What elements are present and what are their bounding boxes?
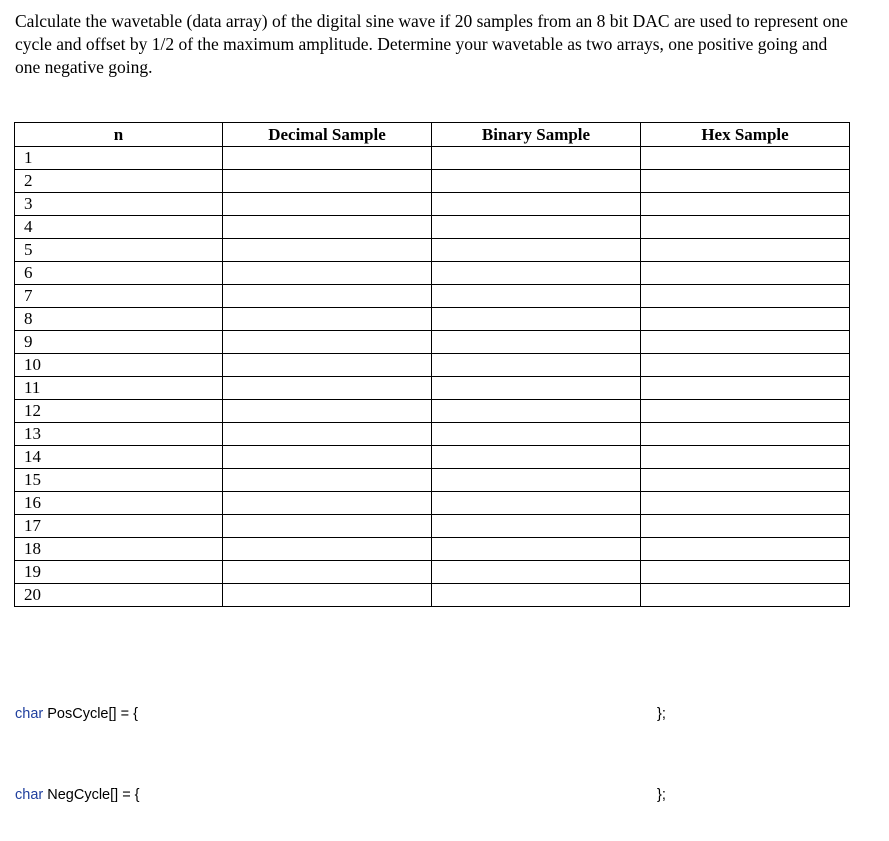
table-row [15,515,850,538]
n-cell: 8 [15,308,223,331]
binary-sample-cell[interactable] [432,239,641,262]
neg-cycle-declaration [15,787,140,803]
hex-sample-cell[interactable] [641,170,850,193]
n-cell: 12 [15,400,223,423]
decimal-sample-cell[interactable] [223,147,432,170]
decimal-sample-cell[interactable] [223,170,432,193]
table-row [15,469,850,492]
hex-sample-cell[interactable] [641,492,850,515]
hex-sample-cell[interactable] [641,377,850,400]
decimal-sample-cell[interactable] [223,515,432,538]
n-cell: 11 [15,377,223,400]
table-row [15,354,850,377]
n-cell: 19 [15,561,223,584]
hex-sample-cell[interactable] [641,446,850,469]
pos-cycle-declaration [15,706,138,722]
decimal-sample-cell[interactable] [223,285,432,308]
binary-sample-cell[interactable] [432,308,641,331]
binary-sample-cell[interactable] [432,515,641,538]
n-cell: 16 [15,492,223,515]
binary-sample-cell[interactable] [432,446,641,469]
table-row [15,561,850,584]
table-row [15,216,850,239]
n-cell: 3 [15,193,223,216]
hex-sample-cell[interactable] [641,239,850,262]
decimal-sample-cell[interactable] [223,239,432,262]
n-cell: 2 [15,170,223,193]
n-cell: 1 [15,147,223,170]
table-row [15,285,850,308]
neg-cycle-decl: NegCycle[] = { [43,787,140,803]
binary-sample-cell[interactable] [432,285,641,308]
n-cell: 13 [15,423,223,446]
decimal-sample-cell[interactable] [223,469,432,492]
binary-sample-cell[interactable] [432,538,641,561]
hex-sample-cell[interactable] [641,538,850,561]
decimal-sample-cell[interactable] [223,400,432,423]
n-cell: 18 [15,538,223,561]
n-cell: 15 [15,469,223,492]
binary-sample-cell[interactable] [432,469,641,492]
decimal-sample-cell[interactable] [223,193,432,216]
n-cell: 5 [15,239,223,262]
n-cell: 20 [15,584,223,607]
hex-sample-cell[interactable] [641,469,850,492]
binary-sample-cell[interactable] [432,331,641,354]
binary-sample-cell[interactable] [432,492,641,515]
decimal-sample-cell[interactable] [223,423,432,446]
table-row [15,331,850,354]
hex-sample-cell[interactable] [641,331,850,354]
n-cell: 6 [15,262,223,285]
wavetable [14,122,850,607]
decimal-sample-cell[interactable] [223,354,432,377]
decimal-sample-cell[interactable] [223,561,432,584]
hex-sample-cell[interactable] [641,262,850,285]
n-cell: 9 [15,331,223,354]
hex-sample-cell[interactable] [641,584,850,607]
table-row [15,446,850,469]
table-row [15,492,850,515]
table-row [15,423,850,446]
binary-sample-cell[interactable] [432,147,641,170]
binary-sample-cell[interactable] [432,423,641,446]
decimal-sample-cell[interactable] [223,446,432,469]
hex-sample-cell[interactable] [641,561,850,584]
decimal-sample-cell[interactable] [223,331,432,354]
hex-sample-cell[interactable] [641,354,850,377]
table-row [15,170,850,193]
binary-sample-cell[interactable] [432,193,641,216]
table-row [15,400,850,423]
header-n: n [15,123,223,147]
header-decimal-sample: Decimal Sample [223,123,432,147]
decimal-sample-cell[interactable] [223,584,432,607]
table-row [15,239,850,262]
question-text: Calculate the wavetable (data array) of the digital sine wave if 20 samples from an 8 bit DAC are used to represent one cycle and offset by 1/2 of the maximum amplitude. Determine your wavetable as two arrays, one positive going and one negative going. [15,11,848,77]
n-cell: 7 [15,285,223,308]
n-cell: 10 [15,354,223,377]
header-row [15,123,850,147]
decimal-sample-cell[interactable] [223,492,432,515]
table-row [15,308,850,331]
binary-sample-cell[interactable] [432,170,641,193]
pos-cycle-decl: PosCycle[] = { [43,706,138,722]
n-cell: 4 [15,216,223,239]
hex-sample-cell[interactable] [641,216,850,239]
table-row [15,262,850,285]
decimal-sample-cell[interactable] [223,262,432,285]
table-row [15,538,850,561]
neg-cycle-keyword: char [15,787,44,803]
binary-sample-cell[interactable] [432,216,641,239]
hex-sample-cell[interactable] [641,193,850,216]
header-hex-sample: Hex Sample [641,123,850,147]
decimal-sample-cell[interactable] [223,308,432,331]
neg-cycle-close: }; [657,787,666,803]
binary-sample-cell[interactable] [432,262,641,285]
table-row [15,193,850,216]
binary-sample-cell[interactable] [432,400,641,423]
n-cell: 14 [15,446,223,469]
table-row [15,147,850,170]
hex-sample-cell[interactable] [641,308,850,331]
table-row [15,377,850,400]
pos-cycle-close: }; [657,706,666,722]
decimal-sample-cell[interactable] [223,377,432,400]
pos-cycle-keyword: char [15,706,44,722]
decimal-sample-cell[interactable] [223,538,432,561]
hex-sample-cell[interactable] [641,515,850,538]
binary-sample-cell[interactable] [432,561,641,584]
hex-sample-cell[interactable] [641,400,850,423]
n-cell: 17 [15,515,223,538]
table-row [15,584,850,607]
decimal-sample-cell[interactable] [223,216,432,239]
binary-sample-cell[interactable] [432,354,641,377]
hex-sample-cell[interactable] [641,423,850,446]
hex-sample-cell[interactable] [641,285,850,308]
binary-sample-cell[interactable] [432,584,641,607]
binary-sample-cell[interactable] [432,377,641,400]
hex-sample-cell[interactable] [641,147,850,170]
header-binary-sample: Binary Sample [432,123,641,147]
